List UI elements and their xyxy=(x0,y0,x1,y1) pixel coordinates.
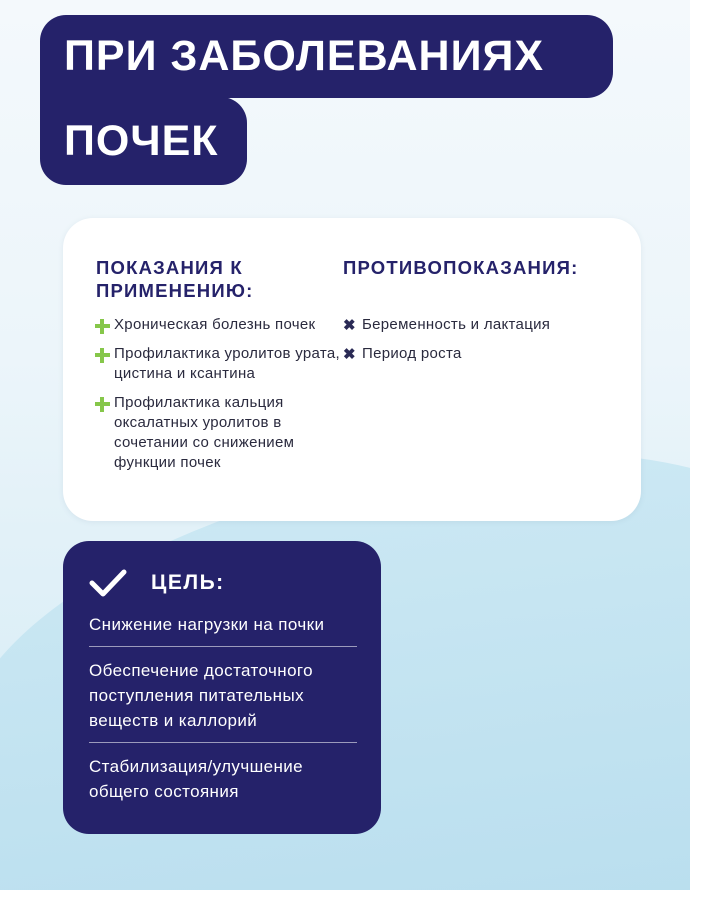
indication-text: Хроническая болезнь почек xyxy=(114,316,316,333)
cross-icon: ✖ xyxy=(343,346,356,363)
info-card xyxy=(63,218,641,521)
plus-icon xyxy=(95,348,110,363)
indication-text: Профилактика кальция оксалатных уролитов в сочетании со снижением функции почек xyxy=(114,394,295,471)
contraindication-item xyxy=(343,315,613,335)
indications-heading: ПОКАЗАНИЯ К ПРИМЕНЕНИЮ: xyxy=(96,257,254,301)
plus-icon xyxy=(95,319,110,334)
goal-card xyxy=(63,541,381,834)
indication-item xyxy=(95,344,355,384)
goal-heading: ЦЕЛЬ: xyxy=(151,571,225,594)
checkmark-icon xyxy=(88,568,128,598)
goal-item: Стабилизация/улучшение общего состояния xyxy=(89,757,304,801)
indication-text: Профилактика уролитов урата, цистина и ксантина xyxy=(114,345,340,382)
goal-list xyxy=(89,609,357,821)
contraindication-text: Беременность и лактация xyxy=(362,316,551,333)
indication-item xyxy=(95,393,355,473)
goal-item: Обеспечение достаточного поступления питательных веществ и каллорий xyxy=(89,655,357,743)
contraindication-text: Период роста xyxy=(362,345,462,362)
contraindications-list xyxy=(343,315,613,373)
title-line-2-text: ПОЧЕК xyxy=(64,116,219,165)
goal-item: Снижение нагрузки на почки xyxy=(89,609,357,647)
contraindication-item xyxy=(343,344,613,364)
indications-list xyxy=(95,315,355,482)
title-line-1-text: ПРИ ЗАБОЛЕВАНИЯХ xyxy=(64,32,545,80)
indication-item xyxy=(95,315,355,335)
cross-icon: ✖ xyxy=(343,317,356,334)
contraindications-heading: ПРОТИВОПОКАЗАНИЯ: xyxy=(343,257,579,278)
title-line-1 xyxy=(40,15,613,98)
title-line-2 xyxy=(40,97,247,185)
plus-icon xyxy=(95,397,110,412)
